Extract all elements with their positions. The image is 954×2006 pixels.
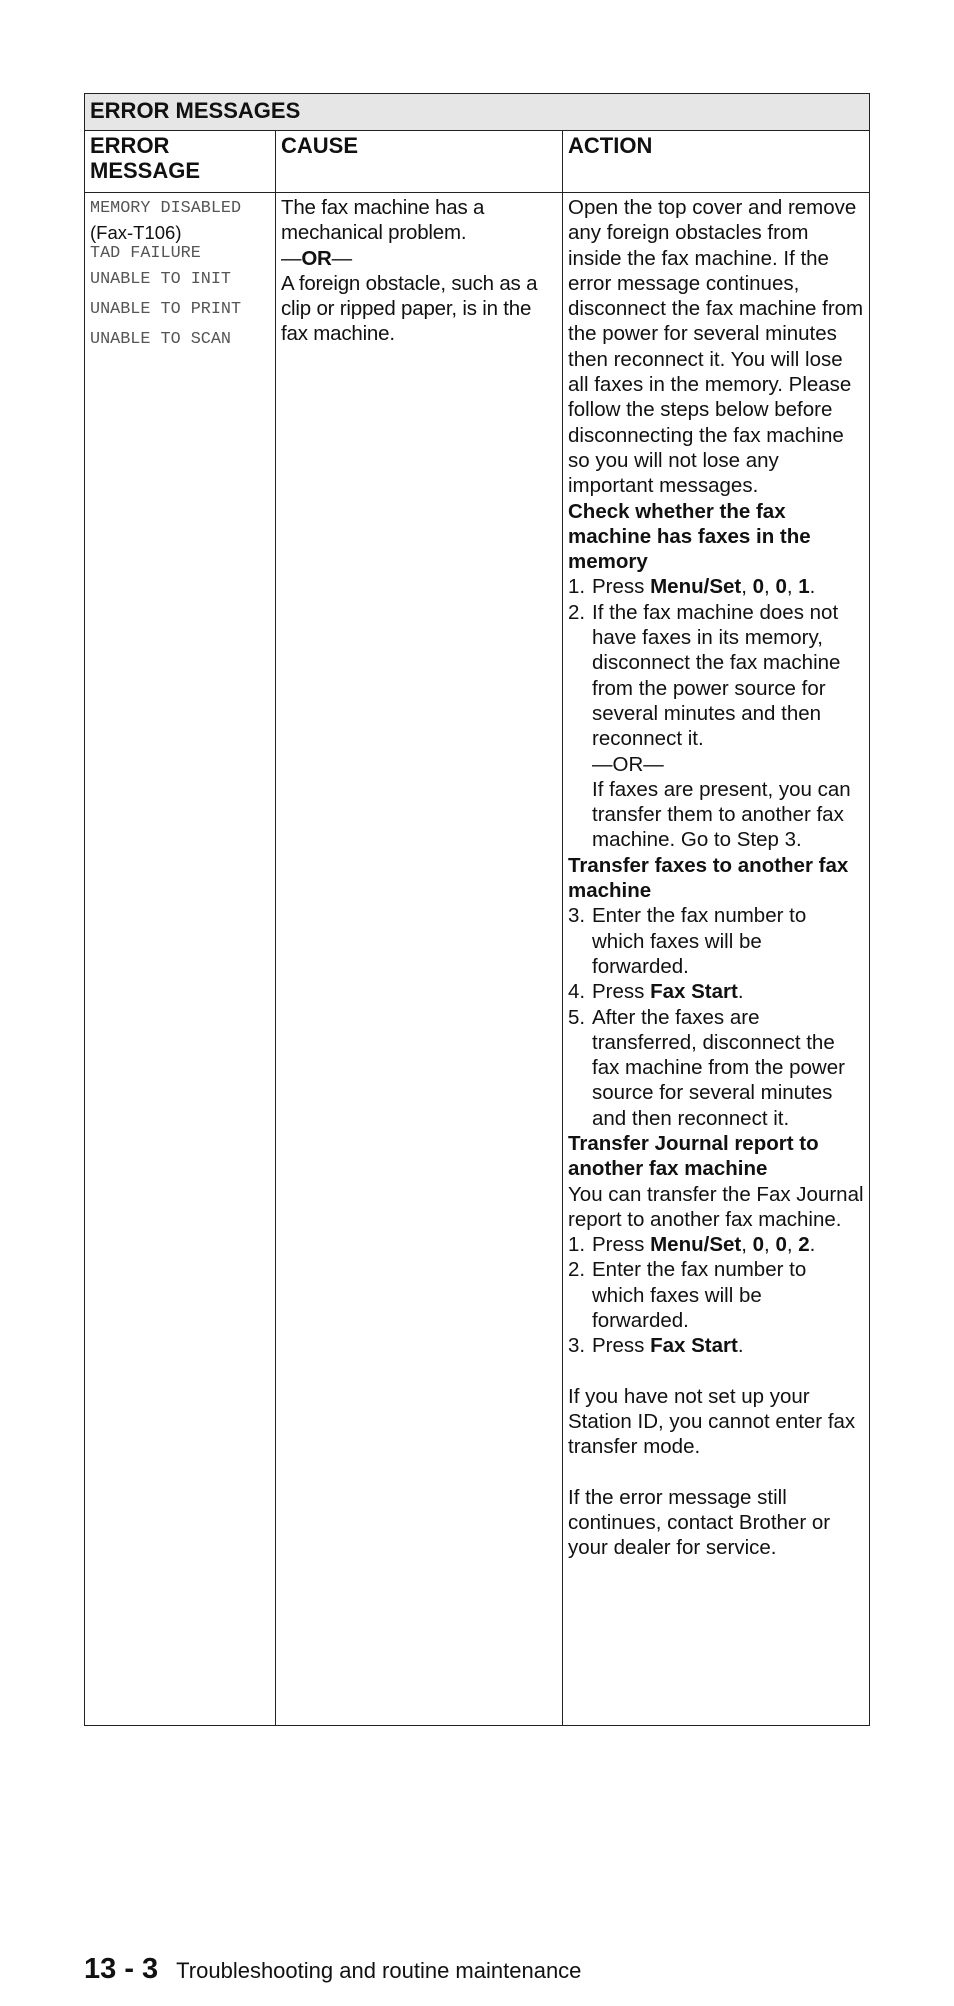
action-step: 4. Press Fax Start. [568,980,744,1004]
action-intro: Open the top cover and remove any foreign obstacles from inside the fax machine. If the error message continues, disconnect the fax machine from the power for several minutes then reconnect it. You will lose all faxes in the memory. Please follow the steps below before disconnecting the fax machine so you will not lose any important messages. [568,196,864,498]
action-cell [563,193,869,1725]
table-header-row [85,131,869,193]
action-heading: Check whether the fax machine has faxes in the memory [568,499,811,574]
action-step: 3. Press Fax Start. [568,1334,744,1358]
action-heading: Transfer faxes to another fax machine [568,853,849,903]
page-number: 13 - 3 [84,1953,159,1985]
action-step: 1. Press Menu/Set, 0, 0, 2. [568,1233,816,1257]
error-code: UNABLE TO INIT [90,270,231,289]
action-note: If you have not set up your Station ID, you cannot enter fax transfer mode. [568,1384,856,1459]
error-code: MEMORY DISABLED [90,199,242,218]
cause-cell [276,193,563,1725]
action-note: If the error message still continues, contact Brother or your dealer for service. [568,1485,831,1560]
error-code-note: (Fax-T106) [90,222,182,243]
error-code: TAD FAILURE [90,244,201,263]
page-footer [84,1953,581,1986]
action-step: 2. Enter the fax number to which faxes will be forwarded. [568,1258,807,1333]
action-text: You can transfer the Fax Journal report to another fax machine. [568,1182,864,1231]
cause-text: A foreign obstacle, such as a clip or ripped paper, is in the fax machine. [281,271,538,346]
error-code: UNABLE TO SCAN [90,330,231,349]
header-error-message: ERROR MESSAGE [85,131,276,192]
error-messages-table [84,93,870,1726]
table-title: ERROR MESSAGES [85,94,869,131]
header-action: ACTION [568,133,653,158]
error-code: UNABLE TO PRINT [90,300,242,319]
cause-or-separator: —OR— [281,246,352,270]
cause-text: The fax machine has a mechanical problem. [281,196,485,245]
action-step: 2. If the fax machine does not have faxes in its memory, disconnect the fax machine from the power source for several minutes and then reconnect it. [568,600,841,751]
table-row [85,193,869,1725]
action-step: 5. After the faxes are transferred, disconnect the fax machine from the power source for several minutes and then reconnect it. [568,1005,845,1130]
header-cause: CAUSE [276,131,563,192]
action-step-continued: If faxes are present, you can transfer them to another fax machine. Go to Step 3. [592,777,851,852]
error-message-cell [85,193,276,1725]
action-heading: Transfer Journal report to another fax machine [568,1131,819,1181]
action-step: 1. Press Menu/Set, 0, 0, 1. [568,575,816,599]
action-or-separator: —OR— [592,752,664,776]
section-title: Troubleshooting and routine maintenance [176,1958,582,1983]
action-step: 3. Enter the fax number to which faxes will be forwarded. [568,904,807,978]
